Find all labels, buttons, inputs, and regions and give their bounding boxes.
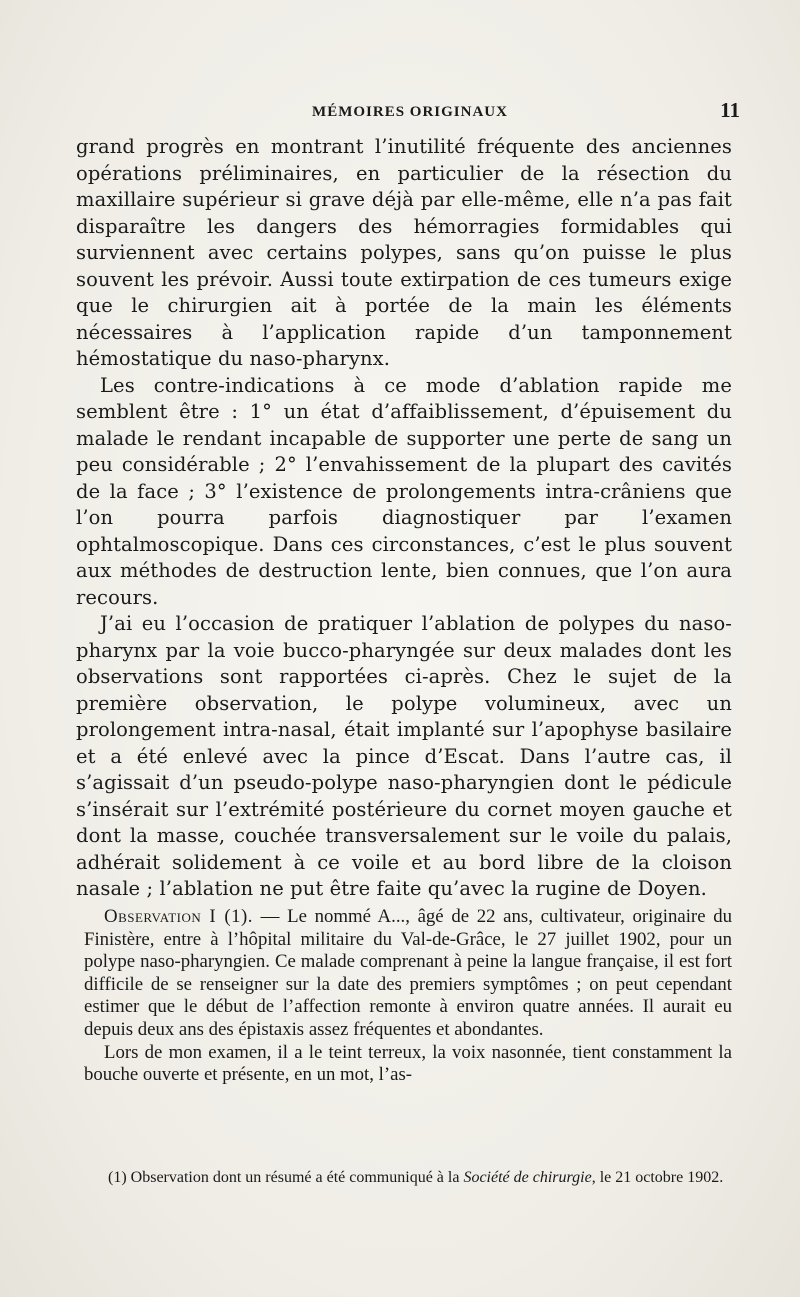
- observation-heading: Observation I (1).: [104, 906, 253, 927]
- paragraph-3: J’ai eu l’occasion de pratiquer l’ablation de polypes du naso-pharynx par la voie bucco-pharyngée sur deux malades dont les observations sont rapportées ci-après. Chez le sujet de la première observation, le polype volumineux, avec un prolongement intra-nasal, était implanté sur l’apophyse basilaire et a été enlevé avec la pince d’Escat. Dans l’autre cas, il s’agissait d’un pseudo-polype naso-pharyngien dont le pédicule s’insérait sur l’extrémité postérieure du cornet moyen gauche et dont la masse, couchée transversalement sur le voile du palais, adhérait solidement à ce voile et au bord libre de la cloison nasale ; l’ablation ne put être faite qu’avec la rugine de Doyen.: [76, 612, 732, 900]
- observation-section: [84, 906, 732, 1087]
- running-title: MÉMOIRES ORIGINAUX: [312, 104, 508, 120]
- footnote-italic: Société de chirurgie: [463, 1169, 592, 1186]
- observation-paragraph: [84, 906, 732, 1042]
- observation-continuation: Lors de mon examen, il a le teint terreux, la voix nasonnée, tient constamment la bouche ouverte et présente, en un mot, l’as-: [84, 1041, 732, 1086]
- page-number: 11: [720, 98, 740, 122]
- paragraph-2: Les contre-indications à ce mode d’ablation rapide me semblent être : 1° un état d’affaiblissement, d’épuisement du malade le rendant incapable de supporter une perte de sang un peu considérable ; 2° l’envahissement de la plupart des cavités de la face ; 3° l’existence de prolongements intra-crâniens que l’on pourra parfois diagnostiquer par l’examen ophtalmoscopique. Dans ces circonstances, c’est le plus souvent aux méthodes de destruction lente, bien connues, que l’on aura recours.: [76, 373, 732, 609]
- footnote-tail: , le 21 octobre 1902.: [591, 1169, 724, 1186]
- paragraph-1: grand progrès en montrant l’inutilité fréquente des anciennes opérations préliminaires, en particulier de la résection du maxillaire supérieur si grave déjà par elle-même, elle n’a pas fait disparaître les dangers des hémorragies formidables qui surviennent avec certains polypes, sans qu’on puisse le plus souvent les prévoir. Aussi toute extirpation de ces tumeurs exige que le chirurgien ait à portée de la main les éléments nécessaires à l’application rapide d’un tamponnement hémostatique du naso-pharynx.: [76, 135, 732, 370]
- main-text: [76, 134, 732, 903]
- footnote-text: (1) Observation dont un résumé a été communiqué à la: [108, 1169, 464, 1186]
- observation-text: — Le nommé A..., âgé de 22 ans, cultivateur, originaire du Finistère, entre à l’hôpital militaire du Val-de-Grâce, le 27 juillet 1902, pour un polype naso-pharyngien. Ce malade comprenant à peine la langue française, il est fort difficile de se renseigner sur la date des premiers symptômes ; on peut cependant estimer que le début de l’affection remonte à environ quatre années. Il aurait eu depuis deux ans des épistaxis assez fréquentes et abondantes.: [84, 906, 732, 1040]
- running-head: [80, 98, 740, 128]
- footnote: [84, 1166, 734, 1190]
